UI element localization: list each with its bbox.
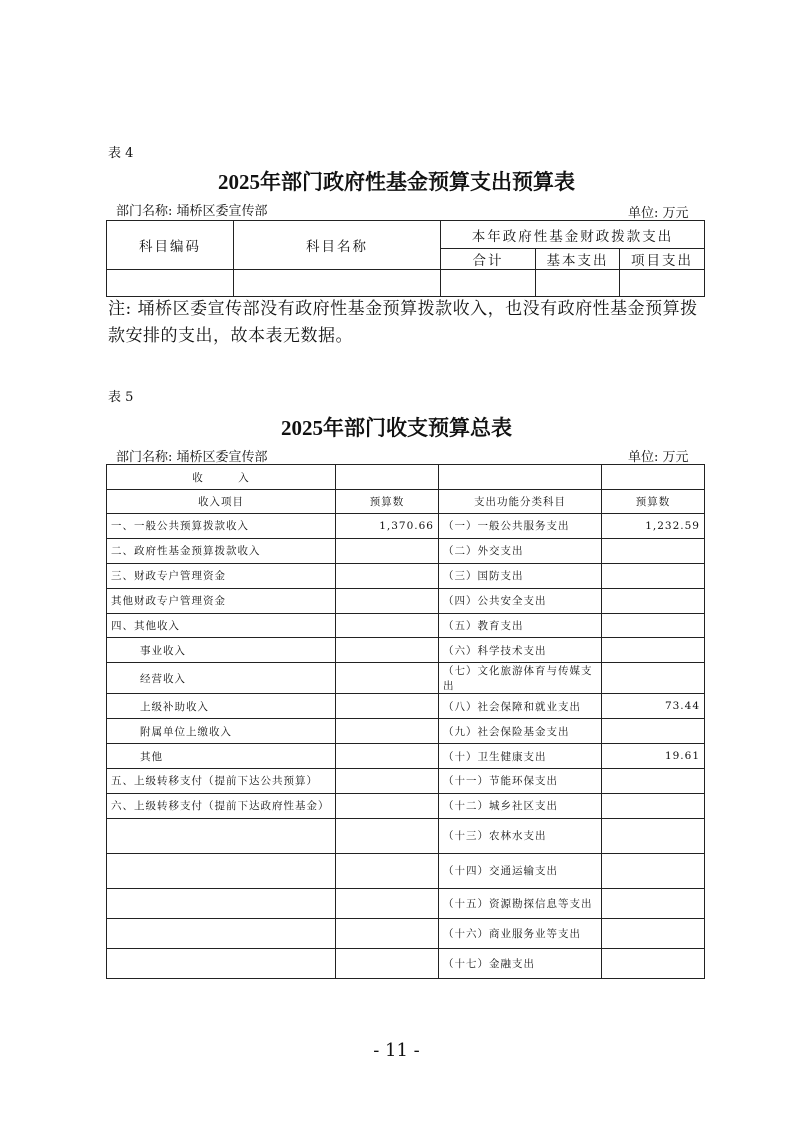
table5-dept: 部门名称: 埇桥区委宣传部 bbox=[116, 450, 268, 465]
expense-item: （十二）城乡社区支出 bbox=[439, 793, 602, 818]
income-item bbox=[107, 853, 336, 888]
income-item: 其他 bbox=[107, 744, 336, 769]
expense-budget bbox=[602, 719, 705, 744]
table4-title: 2025年部门政府性基金预算支出预算表 bbox=[218, 170, 575, 194]
expense-item: （八）社会保障和就业支出 bbox=[439, 694, 602, 719]
income-budget bbox=[336, 613, 439, 638]
income-top-header: 收 入 bbox=[107, 465, 336, 490]
expense-item: （十五）资源勘探信息等支出 bbox=[439, 888, 602, 918]
expense-budget: 1,232.59 bbox=[602, 514, 705, 539]
table-row bbox=[107, 663, 705, 694]
expense-item: （十三）农林水支出 bbox=[439, 818, 602, 853]
expense-item: （五）教育支出 bbox=[439, 613, 602, 638]
expense-budget bbox=[602, 663, 705, 694]
expense-item: （二）外交支出 bbox=[439, 538, 602, 563]
income-item bbox=[107, 948, 336, 978]
table-row bbox=[107, 918, 705, 948]
table-row bbox=[107, 818, 705, 853]
header-income-budget: 预算数 bbox=[336, 490, 439, 514]
income-item: 二、政府性基金预算拨款收入 bbox=[107, 538, 336, 563]
table-row bbox=[107, 744, 705, 769]
expense-budget bbox=[602, 818, 705, 853]
header-code: 科目编码 bbox=[107, 221, 234, 270]
income-item: 事业收入 bbox=[107, 638, 336, 663]
income-budget bbox=[336, 638, 439, 663]
table-row bbox=[107, 538, 705, 563]
table5-title: 2025年部门收支预算总表 bbox=[281, 416, 512, 440]
income-budget bbox=[336, 793, 439, 818]
income-item: 附属单位上缴收入 bbox=[107, 719, 336, 744]
header-expense-item: 支出功能分类科目 bbox=[439, 490, 602, 514]
table-row bbox=[107, 853, 705, 888]
expense-budget bbox=[602, 588, 705, 613]
income-budget bbox=[336, 719, 439, 744]
income-item: 四、其他收入 bbox=[107, 613, 336, 638]
expense-budget bbox=[602, 853, 705, 888]
income-budget bbox=[336, 769, 439, 794]
income-budget bbox=[336, 918, 439, 948]
expense-budget bbox=[602, 888, 705, 918]
table-row bbox=[107, 270, 705, 297]
expense-item: （十一）节能环保支出 bbox=[439, 769, 602, 794]
table-row bbox=[107, 694, 705, 719]
table4-unit: 单位: 万元 bbox=[628, 206, 689, 221]
header-expense-budget: 预算数 bbox=[602, 490, 705, 514]
income-budget bbox=[336, 948, 439, 978]
expense-budget bbox=[602, 918, 705, 948]
income-item bbox=[107, 818, 336, 853]
expense-budget bbox=[602, 793, 705, 818]
header-income-item: 收入项目 bbox=[107, 490, 336, 514]
header-group: 本年政府性基金财政拨款支出 bbox=[441, 221, 705, 249]
expense-item: （七）文化旅游体育与传媒支出 bbox=[439, 663, 602, 694]
income-budget bbox=[336, 853, 439, 888]
page-number: - 11 - bbox=[373, 1040, 420, 1061]
expense-item: （一）一般公共服务支出 bbox=[439, 514, 602, 539]
table-row bbox=[107, 514, 705, 539]
expense-budget bbox=[602, 948, 705, 978]
table-row bbox=[107, 563, 705, 588]
table-row bbox=[107, 613, 705, 638]
expense-budget bbox=[602, 613, 705, 638]
expense-item: （十六）商业服务业等支出 bbox=[439, 918, 602, 948]
expense-item: （六）科学技术支出 bbox=[439, 638, 602, 663]
income-item: 三、财政专户管理资金 bbox=[107, 563, 336, 588]
expense-item: （十）卫生健康支出 bbox=[439, 744, 602, 769]
income-budget bbox=[336, 538, 439, 563]
income-item: 经营收入 bbox=[107, 663, 336, 694]
income-budget: 1,370.66 bbox=[336, 514, 439, 539]
expense-item: （十七）金融支出 bbox=[439, 948, 602, 978]
header-total: 合计 bbox=[441, 249, 536, 270]
income-item bbox=[107, 888, 336, 918]
expense-budget bbox=[602, 638, 705, 663]
table4-label: 表 4 bbox=[108, 146, 134, 161]
table5-unit: 单位: 万元 bbox=[628, 450, 689, 465]
expense-budget bbox=[602, 563, 705, 588]
expense-item: （十四）交通运输支出 bbox=[439, 853, 602, 888]
header-name: 科目名称 bbox=[234, 221, 441, 270]
table-row bbox=[107, 588, 705, 613]
table4-note: 注: 埇桥区委宣传部没有政府性基金预算拨款收入，也没有政府性基金预算拨款安排的支出，故本表无数据。 bbox=[108, 299, 698, 346]
income-item: 一、一般公共预算拨款收入 bbox=[107, 514, 336, 539]
table5-label: 表 5 bbox=[108, 390, 134, 405]
table-row bbox=[107, 793, 705, 818]
table-row bbox=[107, 638, 705, 663]
income-item: 五、上级转移支付（提前下达公共预算） bbox=[107, 769, 336, 794]
income-budget bbox=[336, 694, 439, 719]
table-row bbox=[107, 719, 705, 744]
expense-budget bbox=[602, 538, 705, 563]
table-row bbox=[107, 769, 705, 794]
income-item: 六、上级转移支付（提前下达政府性基金） bbox=[107, 793, 336, 818]
income-item: 其他财政专户管理资金 bbox=[107, 588, 336, 613]
expense-item: （三）国防支出 bbox=[439, 563, 602, 588]
expense-budget: 73.44 bbox=[602, 694, 705, 719]
table-row bbox=[107, 888, 705, 918]
table-row bbox=[107, 948, 705, 978]
expense-item: （九）社会保险基金支出 bbox=[439, 719, 602, 744]
income-budget bbox=[336, 663, 439, 694]
income-budget bbox=[336, 818, 439, 853]
income-budget bbox=[336, 888, 439, 918]
expense-item: （四）公共安全支出 bbox=[439, 588, 602, 613]
expense-budget: 19.61 bbox=[602, 744, 705, 769]
table4-dept: 部门名称: 埇桥区委宣传部 bbox=[116, 204, 268, 219]
income-budget bbox=[336, 588, 439, 613]
income-item: 上级补助收入 bbox=[107, 694, 336, 719]
table5 bbox=[106, 464, 705, 979]
table4 bbox=[106, 220, 705, 297]
income-budget bbox=[336, 744, 439, 769]
income-item bbox=[107, 918, 336, 948]
income-budget bbox=[336, 563, 439, 588]
header-project: 项目支出 bbox=[620, 249, 705, 270]
expense-budget bbox=[602, 769, 705, 794]
header-basic: 基本支出 bbox=[536, 249, 620, 270]
